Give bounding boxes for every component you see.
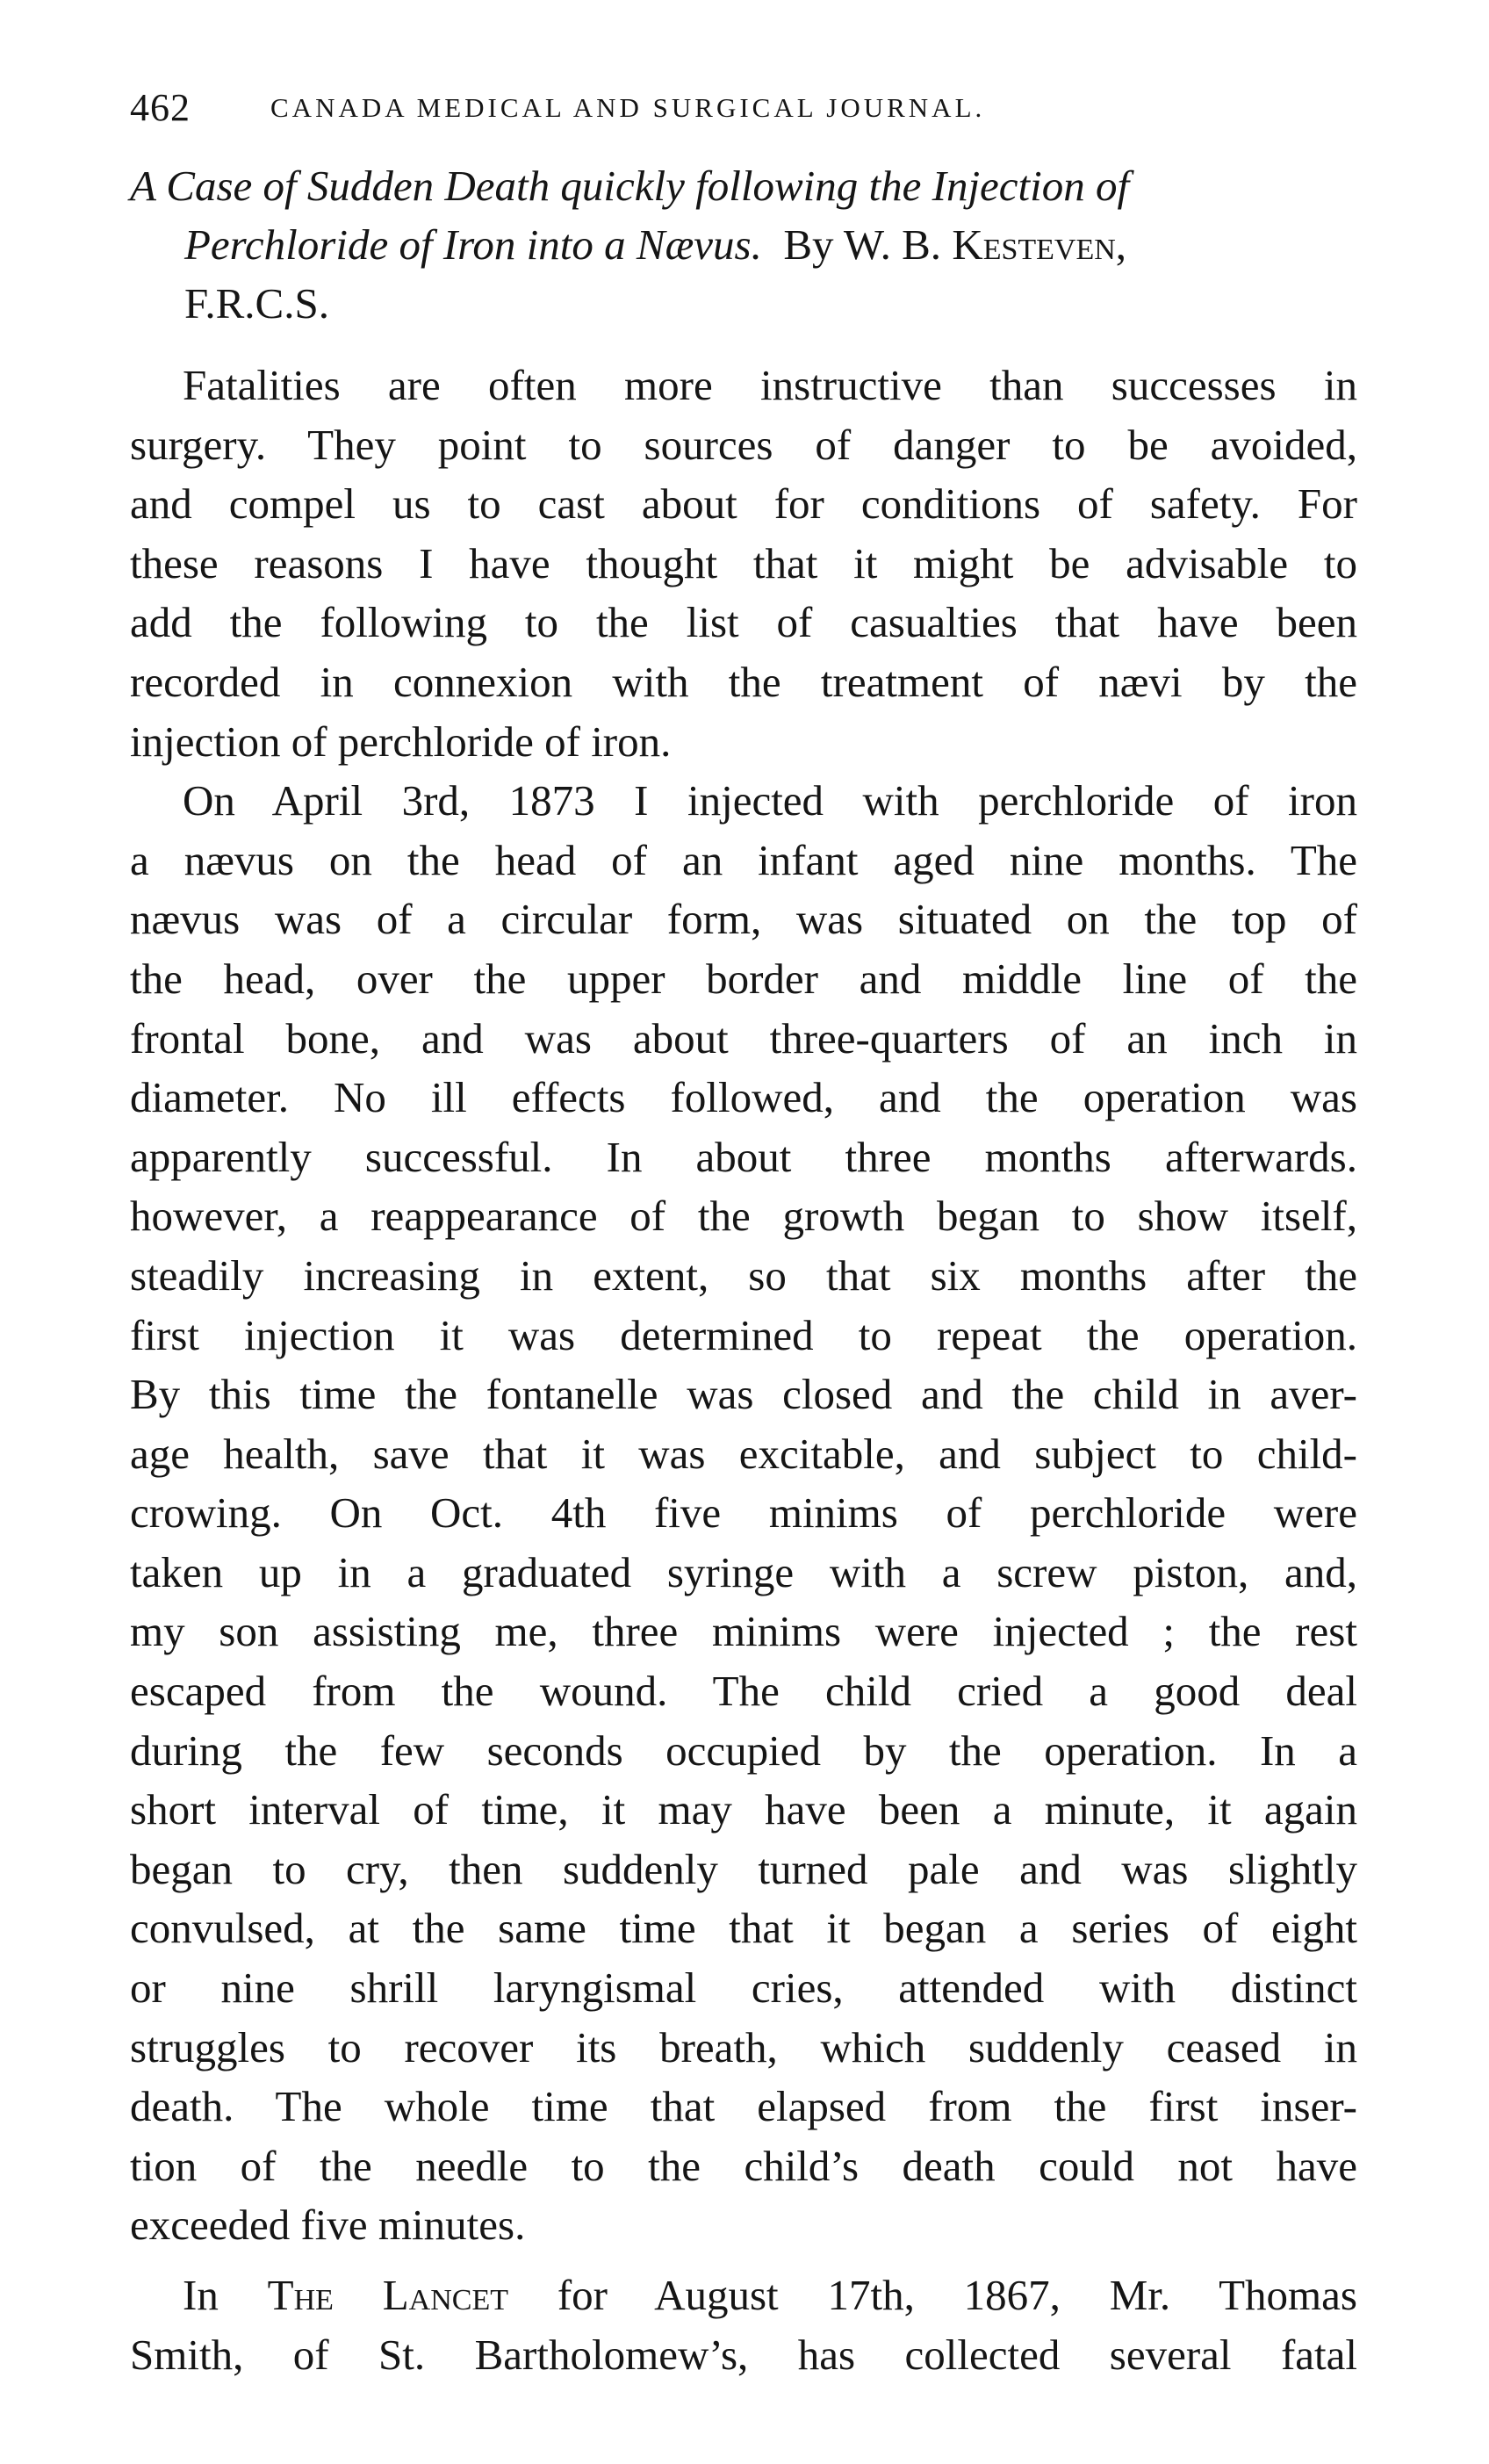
text-line: convulsed, at the same time that it began a series of eight	[130, 1904, 1357, 1953]
text-line: diameter. No ill effects followed, and the operation was	[130, 1073, 1357, 1122]
text-line: or nine shrill laryngismal cries, attended with distinct	[130, 1963, 1357, 2013]
lead-in-rest: for August 17th, 1867, Mr. Thomas	[508, 2271, 1357, 2319]
text-line: apparently successful. In about three months afterwards.	[130, 1132, 1357, 1181]
text-line: struggles to recover its breath, which suddenly ceased in	[130, 2022, 1357, 2071]
text-line: first injection it was determined to repeat the operation.	[130, 1310, 1357, 1359]
article-body	[130, 356, 1357, 2384]
text-line: On April 3rd, 1873 I injected with perchloride of iron	[183, 776, 1357, 825]
text-line: crowing. On Oct. 4th five minims of perchloride were	[130, 1488, 1357, 1538]
byline	[762, 220, 1126, 269]
text-line: however, a reappearance of the growth began to show itself,	[130, 1192, 1357, 1241]
text-line: death. The whole time that elapsed from the first inser-	[130, 2082, 1357, 2131]
text-line	[130, 2266, 1357, 2325]
text-line: tion of the needle to the child’s death could not have	[130, 2141, 1357, 2190]
text-line: recorded in connexion with the treatment of nævi by the	[130, 657, 1357, 706]
page-number: 462	[130, 86, 191, 129]
text-line: during the few seconds occupied by the operation. In a	[130, 1726, 1357, 1775]
text-line: Smith, of St. Bartholomew’s, has collected several fatal	[130, 2330, 1357, 2379]
paragraph-2	[130, 771, 1357, 2255]
text-line: escaped from the wound. The child cried a good deal	[130, 1667, 1357, 1716]
lead-in-prefix: In	[183, 2271, 268, 2319]
running-head: CANADA MEDICAL AND SURGICAL JOURNAL.	[270, 92, 986, 123]
text-line: injection of perchloride of iron.	[130, 717, 672, 766]
text-line: Fatalities are often more instructive than successes in	[183, 361, 1357, 409]
title-line-text: Perchloride of Iron into a Nævus.	[184, 220, 762, 269]
byline-prefix: By W. B.	[783, 220, 942, 269]
text-line: steadily increasing in extent, so that six months after the	[130, 1250, 1357, 1300]
text-line: short interval of time, it may have been a minute, it again	[130, 1785, 1357, 1834]
text-line: these reasons I have thought that it might be advisable to	[130, 538, 1357, 587]
author-credentials: F.R.C.S.	[184, 279, 329, 328]
journal-name: The Lancet	[267, 2271, 508, 2319]
text-line: add the following to the list of casualties that have been	[130, 598, 1357, 647]
text-line: nævus was of a circular form, was situated on the top of	[130, 895, 1357, 944]
author-name: Kesteven,	[952, 220, 1127, 269]
title-line: A Case of Sudden Death quickly following the Injection of	[130, 162, 1130, 210]
text-line: a nævus on the head of an infant aged nine months. The	[130, 835, 1357, 884]
text-line: began to cry, then suddenly turned pale and was slightly	[130, 1844, 1357, 1893]
text-line: age health, save that it was excitable, and subject to child-	[130, 1429, 1357, 1478]
paragraph-3	[130, 2266, 1357, 2384]
title-line	[130, 215, 1403, 274]
text-line: taken up in a graduated syringe with a screw piston, and,	[130, 1547, 1357, 1596]
text-line: frontal bone, and was about three-quarters of an inch in	[130, 1013, 1357, 1063]
text-line: my son assisting me, three minims were injected ; the rest	[130, 1607, 1357, 1656]
article-title	[130, 156, 1403, 333]
page-header	[130, 77, 1359, 139]
paragraph-1	[130, 356, 1357, 771]
text-line: By this time the fontanelle was closed and the child in aver-	[130, 1370, 1357, 1419]
text-line: and compel us to cast about for conditions of safety. For	[130, 479, 1357, 529]
text-line: the head, over the upper border and middle line of the	[130, 954, 1357, 1003]
text-line: surgery. They point to sources of danger to be avoided,	[130, 420, 1357, 469]
text-line: exceeded five minutes.	[130, 2201, 526, 2250]
